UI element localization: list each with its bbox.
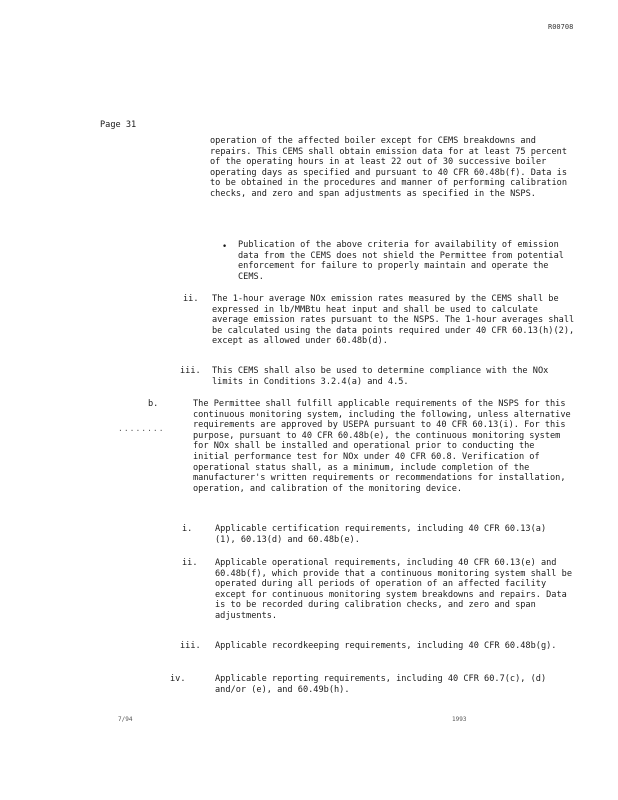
- section-marker: b.: [148, 399, 159, 409]
- subitem-marker: iv.: [170, 674, 186, 684]
- footer-right: 1993: [452, 716, 467, 723]
- bullet-note: Publication of the above criteria for availability of emission data from the CEMS does not shield the Permittee from potential enforcement for failure to properly maintain and operate the CEMS.: [238, 240, 570, 282]
- footer-left: 7/94: [118, 716, 133, 723]
- subitem-text: Applicable operational requirements, including 40 CFR 60.13(e) and 60.48b(f), which provide that a continuous monitoring system shall be operated during all periods of operation of an affected facility except for continuous monitoring system breakdowns and repairs. Data is to be recorded during calibration checks, and zero and span adjustments.: [215, 558, 578, 621]
- item-marker: iii.: [180, 366, 201, 376]
- subitem-marker: ii.: [182, 558, 198, 568]
- subitem-text: Applicable reporting requirements, including 40 CFR 60.7(c), (d) and/or (e), and 60.49b(h).: [215, 674, 552, 695]
- item-text: The 1-hour average NOx emission rates measured by the CEMS shall be expressed in lb/MMBtu heat input and shall be used to calculate average emission rates pursuant to the NSPS. The 1-hour averages shall be calculated using the data points required under 40 CFR 60.13(h)(2), except as allowed under 60.48b(d).: [212, 294, 580, 347]
- bullet-marker: •: [222, 242, 228, 252]
- section-b-text: The Permittee shall fulfill applicable requirements of the NSPS for this continuous monitoring system, including the following, unless alternative requirements are approved by USEPA pursuant to 40 CFR 60.13(i). For this purpose, pursuant to 40 CFR 60.48b(e), the continuous monitoring system for NOx shall be installed and operational prior to conducting the initial performance test for NOx under 40 CFR 60.8. Verification of operational status shall, as a minimum, include completion of the manufacturer's written requirements or recommendations for installation, operation, and calibration of the monitoring device.: [193, 399, 576, 494]
- subitem-text: Applicable certification requirements, including 40 CFR 60.13(a)(1), 60.13(d) and 60.48b(e).: [215, 524, 547, 545]
- item-text: This CEMS shall also be used to determine compliance with the NOx limits in Conditions 3.2.4(a) and 4.5.: [212, 366, 554, 387]
- subitem-text: Applicable recordkeeping requirements, including 40 CFR 60.48b(g).: [215, 641, 557, 651]
- subitem-marker: iii.: [180, 641, 201, 651]
- subitem-marker: i.: [182, 524, 193, 534]
- page-number: Page 31: [100, 120, 137, 130]
- paragraph-cems-availability: operation of the affected boiler except for CEMS breakdowns and repairs. This CEMS shall obtain emission data for at least 75 percent of the operating hours in at least 22 out of 30 successive boiler operating days as specified and pursuant to 40 CFR 60.48b(f). Data is to be obtained in the procedures and manner of performing calibration checks, and zero and span adjustments as specified in the NSPS.: [210, 136, 573, 199]
- document-id: R00708: [548, 23, 574, 31]
- item-marker: ii.: [183, 294, 199, 304]
- margin-mark: ........: [118, 424, 165, 433]
